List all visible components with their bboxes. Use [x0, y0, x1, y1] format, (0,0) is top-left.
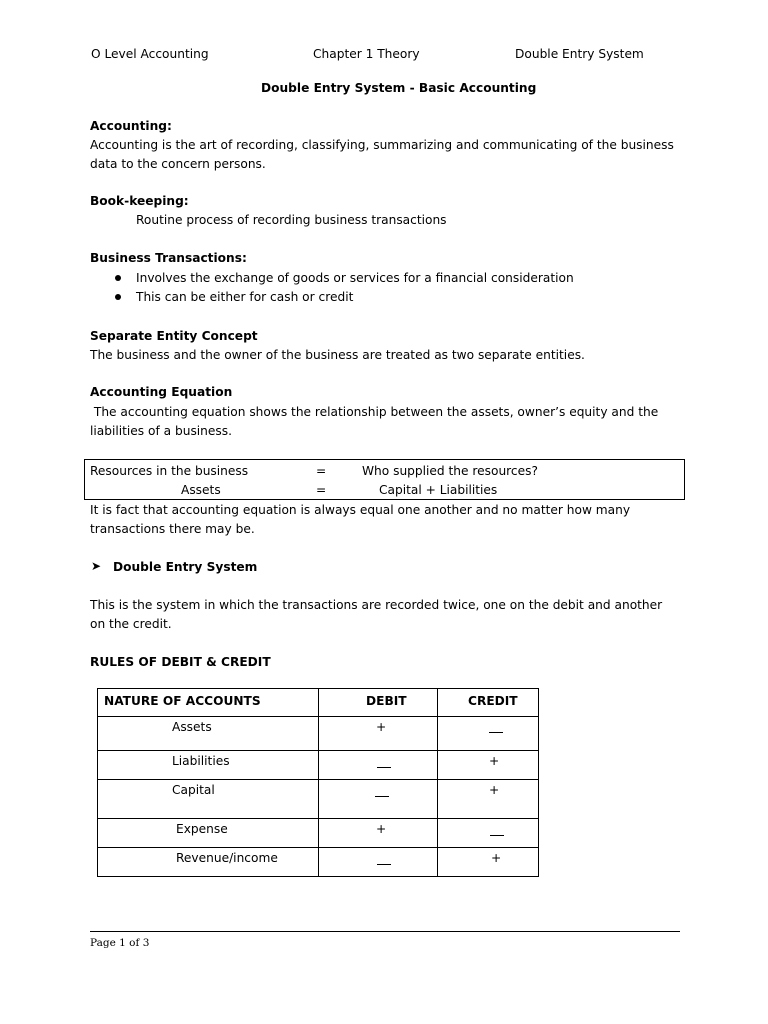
entity-heading: Separate Entity Concept [90, 329, 258, 343]
accounting-line-2: data to the concern persons. [90, 157, 266, 171]
accounting-heading: Accounting: [90, 119, 172, 133]
table-row [98, 780, 539, 819]
rules-heading: RULES OF DEBIT & CREDIT [90, 655, 271, 669]
equation-line-1: The accounting equation shows the relationship between the assets, owner’s equity and the [90, 405, 659, 419]
equation-after-2: transactions there may be. [90, 522, 255, 536]
header-nature-label: NATURE OF ACCOUNTS [104, 694, 261, 708]
row-debit [375, 782, 376, 801]
row-credit-cell [438, 751, 539, 780]
minus-sign [377, 864, 391, 865]
row-name-cell [98, 780, 319, 819]
equation-equals-2: = [316, 483, 327, 497]
rules-table [97, 688, 539, 877]
table-row [98, 717, 539, 751]
double-entry-line-2: on the credit. [90, 617, 172, 631]
minus-sign [490, 835, 504, 836]
row-credit-cell [438, 848, 539, 877]
row-debit-cell [319, 751, 438, 780]
row-credit: + [489, 754, 500, 768]
double-entry-line-1: This is the system in which the transactions are recorded twice, one on the debit and another [90, 598, 663, 612]
table-row [98, 819, 539, 848]
row-credit: + [491, 851, 502, 865]
page-number: Page 1 of 3 [90, 937, 150, 949]
bookkeeping-heading: Book-keeping: [90, 194, 189, 208]
row-name: Revenue/income [176, 851, 278, 865]
row-name: Assets [172, 720, 212, 734]
accounting-line-1: Accounting is the art of recording, classifying, summarizing and communicating of the business [90, 138, 674, 152]
row-credit-cell [438, 780, 539, 819]
header-right: Double Entry System [515, 47, 644, 61]
table-header-row [98, 689, 539, 717]
header-credit [438, 689, 539, 717]
row-name-cell [98, 717, 319, 751]
header-center: Chapter 1 Theory [313, 47, 420, 61]
row-name-cell [98, 751, 319, 780]
equation-resources: Resources in the business [90, 464, 249, 478]
arrow-bullet-icon: ➤ [91, 559, 102, 573]
row-debit-cell [319, 848, 438, 877]
row-debit: + [376, 822, 387, 836]
minus-sign [377, 767, 391, 768]
double-entry-heading: Double Entry System [113, 560, 258, 574]
row-debit [377, 850, 378, 869]
transactions-heading: Business Transactions: [90, 251, 247, 265]
row-debit: + [376, 720, 387, 734]
transactions-bullet-1: Involves the exchange of goods or services for a financial consideration [136, 271, 574, 285]
row-name: Capital [172, 783, 215, 797]
footer-divider [90, 931, 680, 932]
row-credit [490, 821, 491, 840]
header-debit-label: DEBIT [366, 694, 407, 708]
header-debit [319, 689, 438, 717]
bookkeeping-text: Routine process of recording business transactions [136, 213, 447, 227]
page-title: Double Entry System - Basic Accounting [261, 81, 537, 95]
header-left: O Level Accounting [91, 47, 209, 61]
header-credit-label: CREDIT [468, 694, 518, 708]
transactions-bullet-2: This can be either for cash or credit [136, 290, 354, 304]
row-name: Liabilities [172, 754, 230, 768]
row-name: Expense [176, 822, 228, 836]
minus-sign [489, 732, 503, 733]
row-debit-cell [319, 819, 438, 848]
bullet-icon [115, 275, 121, 281]
equation-assets: Assets [181, 483, 221, 497]
table-row [98, 848, 539, 877]
bullet-icon [115, 294, 121, 300]
equation-suppliers: Who supplied the resources? [362, 464, 538, 478]
row-credit-cell [438, 819, 539, 848]
row-credit: + [489, 783, 500, 797]
header-nature [98, 689, 319, 717]
row-credit-cell [438, 717, 539, 751]
row-credit [489, 719, 490, 738]
equation-capital-liabilities: Capital + Liabilities [379, 483, 498, 497]
equation-after-1: It is fact that accounting equation is always equal one another and no matter how many [90, 503, 631, 517]
equation-heading: Accounting Equation [90, 385, 233, 399]
row-name-cell [98, 819, 319, 848]
table-row [98, 751, 539, 780]
row-name-cell [98, 848, 319, 877]
equation-line-2: liabilities of a business. [90, 424, 232, 438]
minus-sign [375, 796, 389, 797]
equation-equals-1: = [316, 464, 327, 478]
entity-text: The business and the owner of the business are treated as two separate entities. [90, 348, 585, 362]
row-debit-cell [319, 717, 438, 751]
row-debit-cell [319, 780, 438, 819]
row-debit [377, 753, 378, 772]
